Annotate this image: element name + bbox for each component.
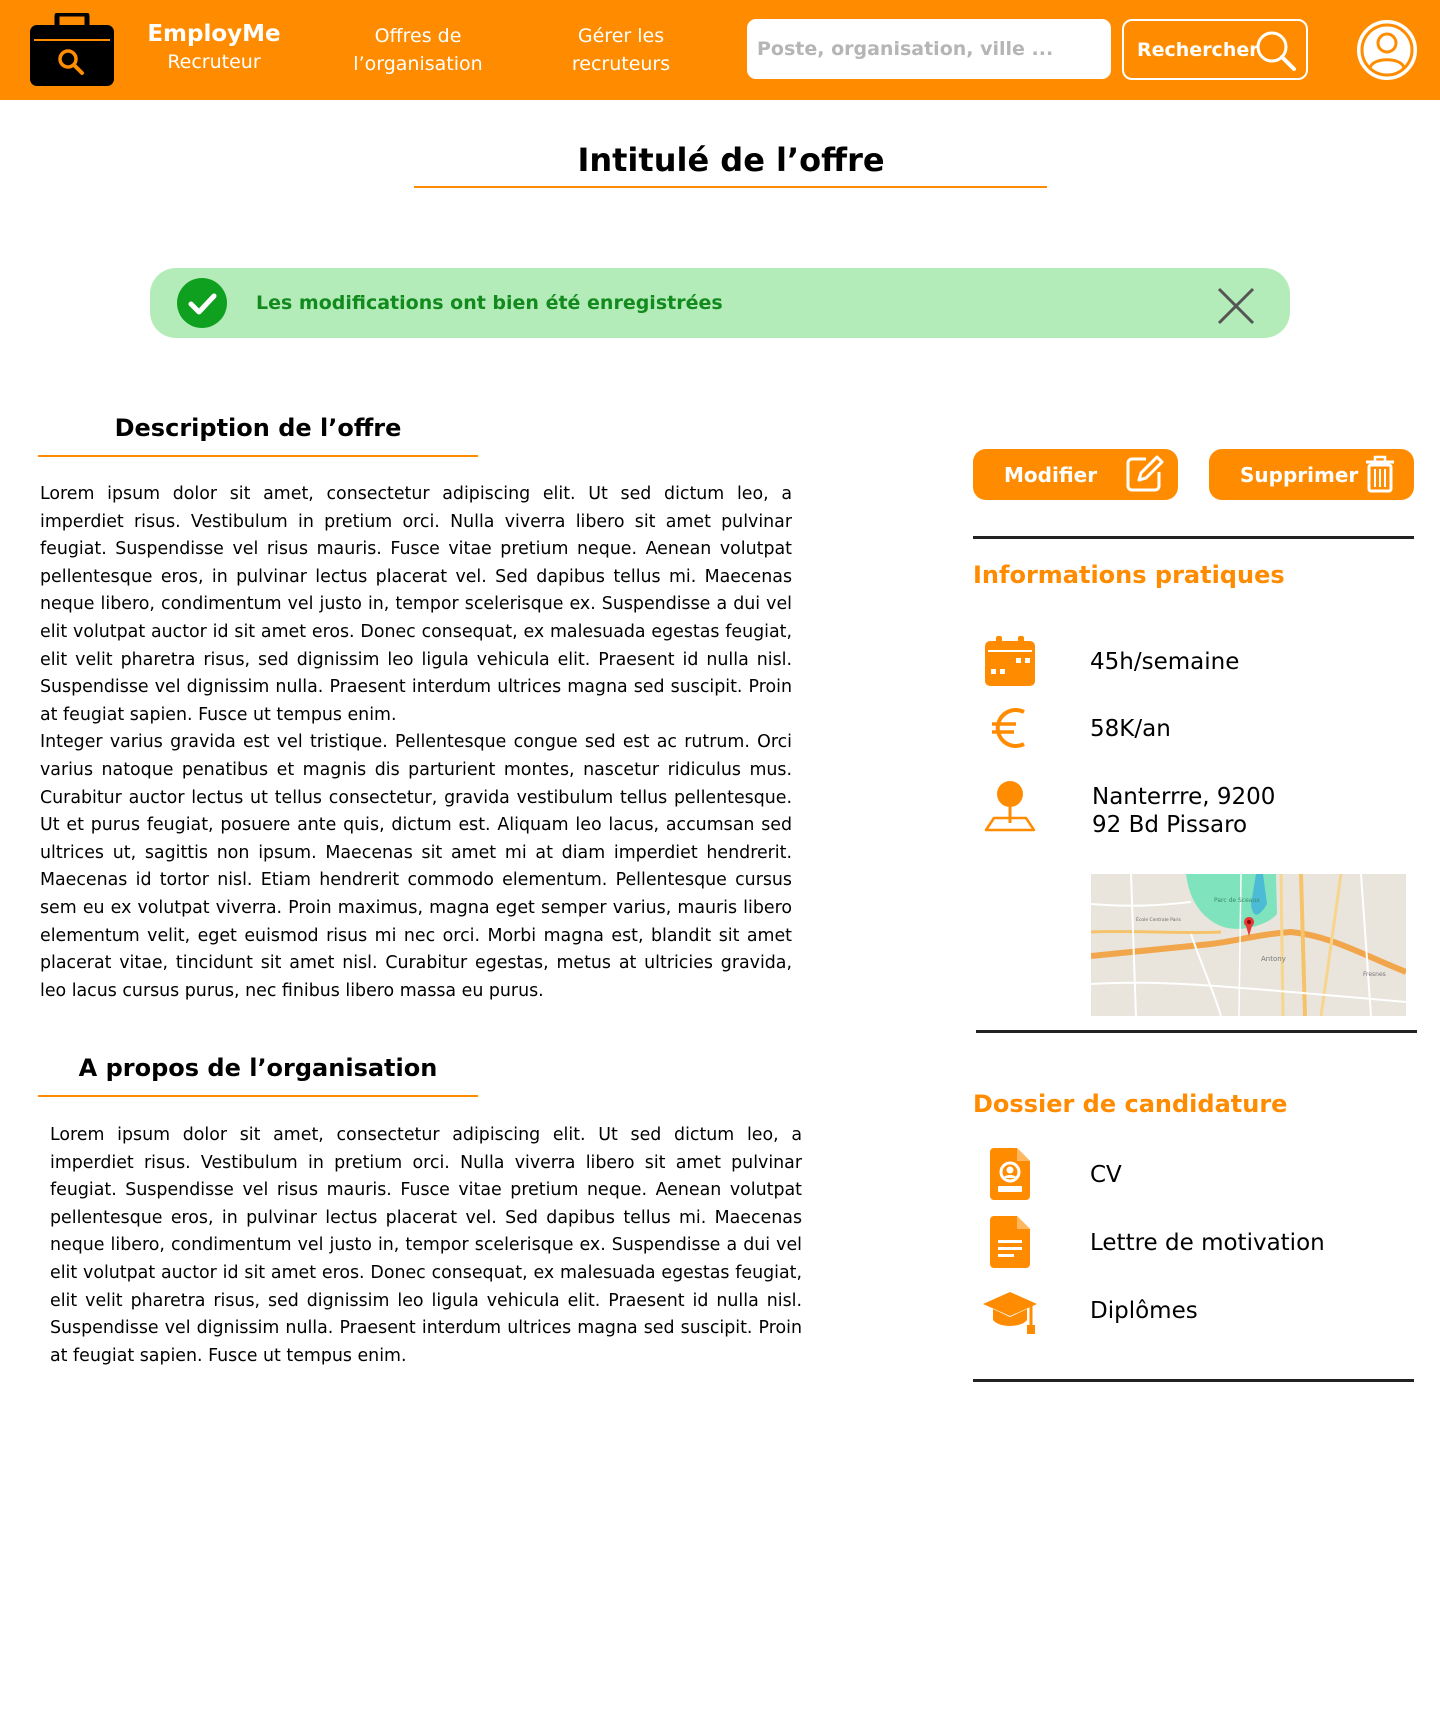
- description-heading: Description de l’offre: [114, 414, 402, 442]
- map-label: École Centrale Paris: [1136, 918, 1181, 923]
- nav-gerer-recruteurs[interactable]: [554, 22, 688, 78]
- application-item: CV: [1090, 1162, 1122, 1188]
- location-pin-icon: [984, 780, 1036, 838]
- map-label: Antony: [1261, 955, 1286, 963]
- user-profile-icon[interactable]: [1356, 19, 1418, 81]
- salary-value: 58K/an: [1090, 716, 1171, 742]
- nav-label-line1: Gérer les: [577, 25, 665, 47]
- location-map[interactable]: [1091, 874, 1406, 1016]
- description-paragraph: Integer varius gravida est vel tristique. Pellentesque congue sed est ac rutrum. Orci varius natoque penatibus et magnis dis parturient montes, nascetur ridiculus mus. Curabitur auctor lectus ut tellus consectetur, gravida vestibulum tellus pellentesque. Ut et purus feugiat, posuere ante quis, dictum est. Aliquam leo lacus, accumsan sed ultrices ut, sagittis non ipsum. Maecenas sit amet mi at diam imperdiet hendrerit. Maecenas id tortor nisl. Etiam hendrerit commodo elementum. Pellentesque cursus sem eu ex volutpat viverra. Proin maximus, magna eget semper varius, mauris libero elementum velit, eget euismod risus mi nec orci. Morbi magna est, blandit sit amet placerat vitae, tincidunt sit amet nisl. Curabitur egestas, metus at ultricies gravida, leo lacus cursus purus, nec finibus libero massa eu purus.: [40, 732, 792, 1001]
- search-icon: [1254, 29, 1298, 73]
- about-paragraph: Lorem ipsum dolor sit amet, consectetur adipiscing elit. Ut sed dictum leo, a imperdiet risus. Vestibulum in pretium orci. Nulla viverra libero sit amet pulvinar feugiat. Suspendisse vel risus mauris. Fusce vitae pretium neque. Aenean volutpat pellentesque eros, in pulvinar lectus placerat vel. Sed dapibus tellus mi. Maecenas neque libero, condimentum vel justo in, tempor scelerisque ex. Suspendisse a dui vel elit volutpat auctor id sit amet eros. Donec consequat, ex malesuada egestas feugiat, elit velit pharetra risus, sed dignissim leo ligula vehicula elit. Praesent id nulla nisl. Suspendisse vel dignissim nulla. Praesent interdum ultrices magna sed suscipit. Proin at feugiat sapien. Fusce ut tempus enim.: [50, 1125, 802, 1366]
- nav-offres-organisation[interactable]: [344, 22, 492, 78]
- divider: [973, 536, 1414, 539]
- description-paragraph: Lorem ipsum dolor sit amet, consectetur adipiscing elit. Ut sed dictum leo, a imperdiet risus. Vestibulum in pretium orci. Nulla viverra libero sit amet pulvinar feugiat. Suspendisse vel risus mauris. Fusce vitae pretium neque. Aenean volutpat pellentesque eros, in pulvinar lectus placerat vel. Sed dapibus tellus mi. Maecenas neque libero, condimentum vel justo in, tempor scelerisque ex. Suspendisse a dui vel elit volutpat auctor id sit amet eros. Donec consequat, ex malesuada egestas feugiat, elit velit pharetra risus, sed dignissim leo ligula vehicula elit. Praesent id nulla nisl. Suspendisse vel dignissim nulla. Praesent interdum ultrices magna sed suscipit. Proin at feugiat sapien. Fusce ut tempus enim.: [40, 484, 792, 725]
- brand-name: EmployMe: [147, 21, 281, 47]
- divider: [976, 1030, 1417, 1033]
- address-line-1: Nanterrre, 9200: [1092, 784, 1276, 810]
- trash-icon: [1360, 454, 1400, 494]
- map-label: Parc de Sceaux: [1214, 897, 1260, 904]
- brand[interactable]: [140, 20, 288, 76]
- cv-file-icon: [990, 1148, 1030, 1204]
- application-item: Diplômes: [1090, 1298, 1198, 1324]
- search-button-label: Rechercher: [1137, 38, 1259, 61]
- edit-button-label: Modifier: [1004, 462, 1098, 487]
- about-heading: A propos de l’organisation: [78, 1054, 438, 1082]
- address: [1092, 783, 1275, 839]
- calendar-icon: [985, 636, 1035, 690]
- brand-subtitle: Recruteur: [167, 51, 261, 73]
- euro-icon: [990, 704, 1030, 756]
- search-input[interactable]: [747, 19, 1111, 79]
- practical-info-heading: Informations pratiques: [973, 561, 1285, 589]
- application-heading: Dossier de candidature: [973, 1090, 1288, 1118]
- about-underline: [38, 1095, 478, 1097]
- nav-label-line2: recruteurs: [571, 53, 671, 75]
- application-item: Lettre de motivation: [1090, 1230, 1325, 1256]
- description-underline: [38, 455, 478, 457]
- delete-button-label: Supprimer: [1240, 462, 1359, 487]
- graduation-cap-icon: [983, 1290, 1037, 1340]
- page-title: Intitulé de l’offre: [577, 141, 885, 179]
- nav-label-line2: l’organisation: [353, 53, 483, 75]
- edit-button[interactable]: [973, 449, 1178, 500]
- address-line-2: 92 Bd Pissaro: [1092, 812, 1248, 838]
- edit-icon: [1124, 454, 1164, 494]
- nav-label-line1: Offres de: [374, 25, 462, 47]
- close-icon[interactable]: [1213, 283, 1259, 329]
- title-underline: [414, 186, 1047, 188]
- alert-message: Les modifications ont bien été enregistrées: [256, 292, 723, 314]
- document-icon: [990, 1216, 1030, 1272]
- divider: [973, 1379, 1414, 1382]
- map-label: Fresnes: [1363, 971, 1386, 978]
- about-text: [50, 1122, 802, 1370]
- description-text: [40, 481, 792, 1005]
- delete-button[interactable]: [1209, 449, 1414, 500]
- briefcase-logo-icon[interactable]: [30, 13, 114, 87]
- hours-value: 45h/semaine: [1090, 649, 1240, 675]
- search-button[interactable]: [1122, 19, 1308, 80]
- check-circle-icon: [177, 278, 227, 328]
